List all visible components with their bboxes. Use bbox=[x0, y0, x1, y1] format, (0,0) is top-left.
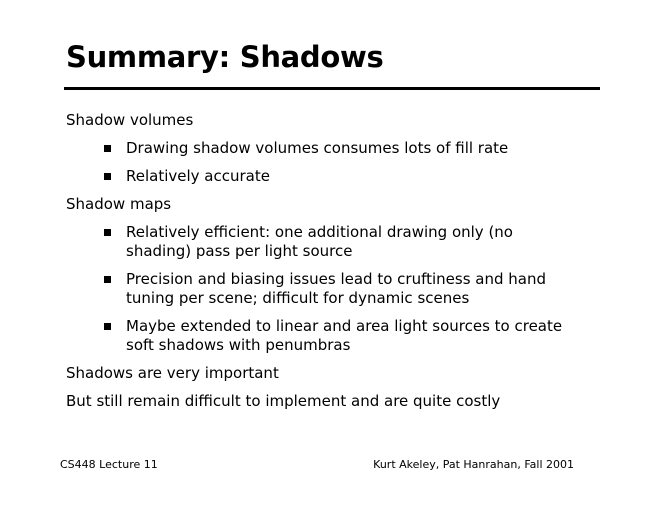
topic-importance: Shadows are very important bbox=[66, 364, 279, 382]
slide-body bbox=[66, 111, 600, 420]
bullet-item bbox=[66, 223, 600, 261]
bullet-line: Precision and biasing issues lead to cruftiness and hand bbox=[126, 270, 546, 288]
bullet-line: Relatively accurate bbox=[126, 167, 270, 185]
bullet-line: tuning per scene; difficult for dynamic scenes bbox=[126, 289, 470, 307]
bullet-item bbox=[66, 270, 600, 308]
bullet-item bbox=[66, 139, 600, 158]
topic-shadow-maps: Shadow maps bbox=[66, 195, 172, 213]
footer-course: CS448 Lecture 11 bbox=[60, 458, 158, 471]
bullet-line: Drawing shadow volumes consumes lots of fill rate bbox=[126, 139, 509, 157]
bullet-item bbox=[66, 317, 600, 355]
square-bullet-icon bbox=[104, 173, 111, 180]
topic-difficulty: But still remain difficult to implement and are quite costly bbox=[66, 392, 501, 410]
square-bullet-icon bbox=[104, 276, 111, 283]
square-bullet-icon bbox=[104, 229, 111, 236]
topic-shadow-volumes: Shadow volumes bbox=[66, 111, 194, 129]
footer-authors: Kurt Akeley, Pat Hanrahan, Fall 2001 bbox=[373, 458, 574, 471]
square-bullet-icon bbox=[104, 145, 111, 152]
square-bullet-icon bbox=[104, 323, 111, 330]
slide-title: Summary: Shadows bbox=[66, 40, 384, 74]
bullet-item bbox=[66, 167, 600, 186]
bullet-line: soft shadows with penumbras bbox=[126, 336, 351, 354]
title-underline bbox=[64, 87, 600, 90]
bullet-line: Maybe extended to linear and area light sources to create bbox=[126, 317, 563, 335]
bullet-line: Relatively efficient: one additional drawing only (no bbox=[126, 223, 513, 241]
bullet-line: shading) pass per light source bbox=[126, 242, 353, 260]
